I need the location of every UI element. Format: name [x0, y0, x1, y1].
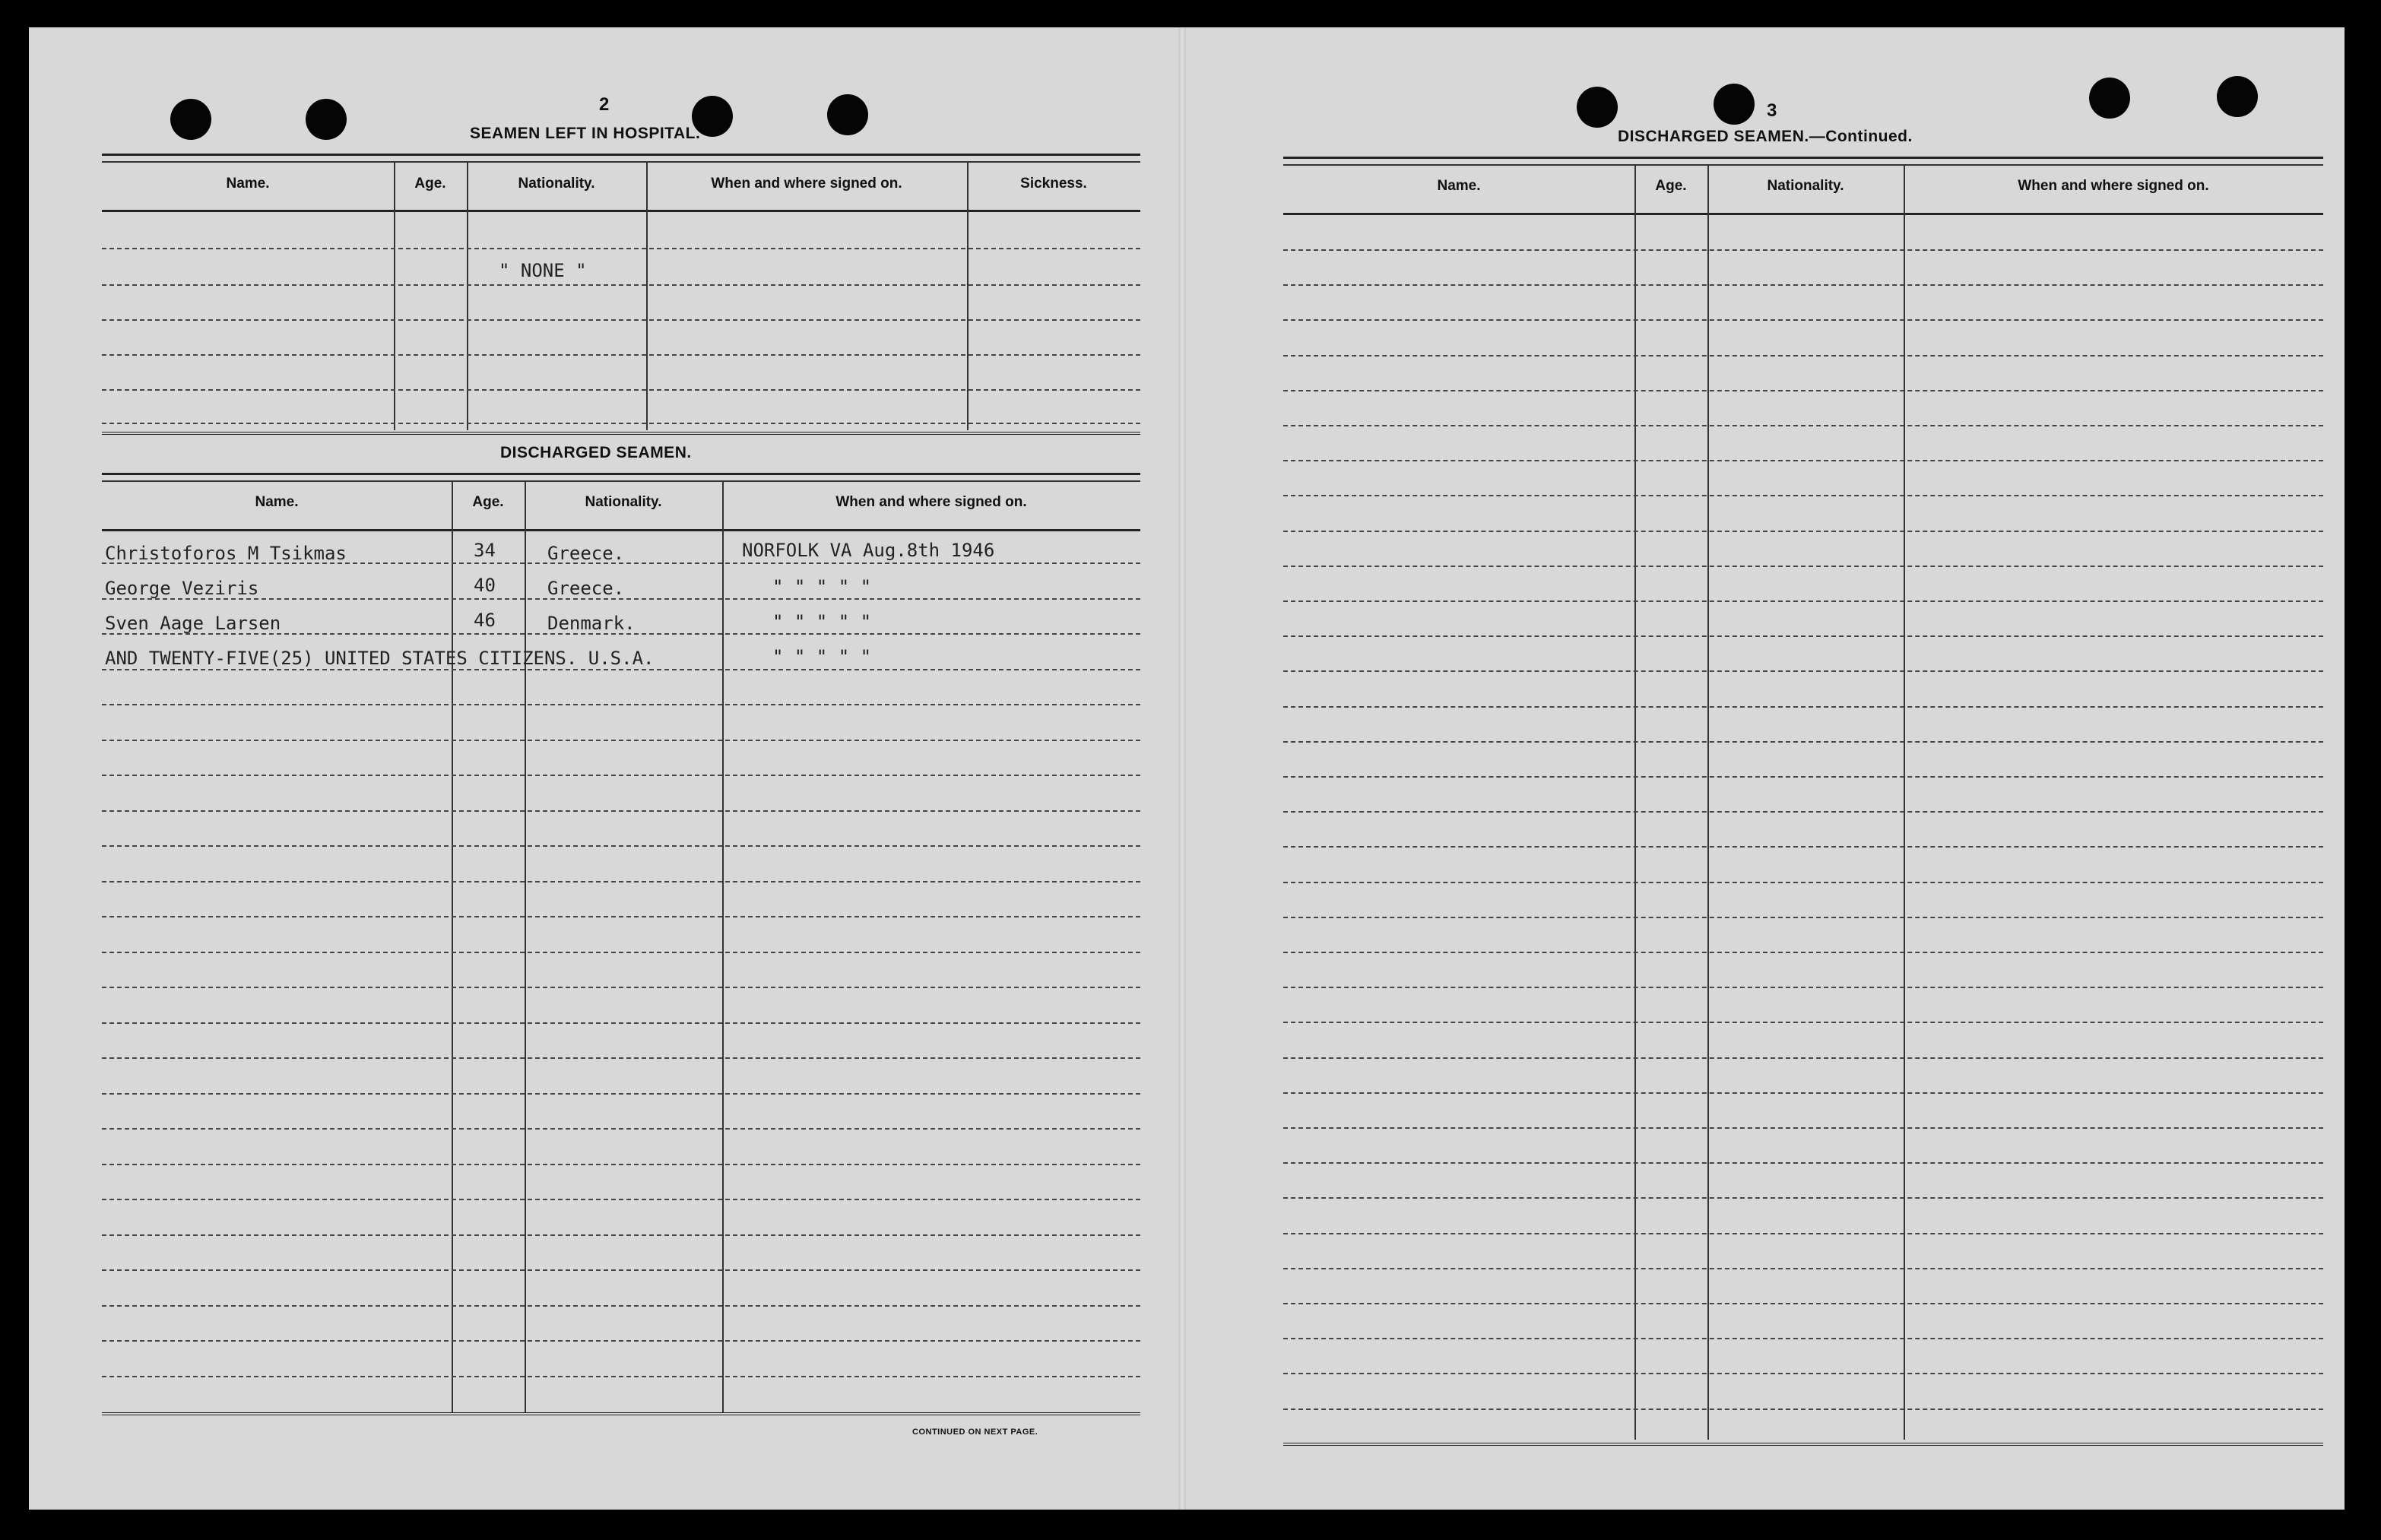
ruled-line — [1283, 776, 2323, 778]
ruled-line — [1283, 1338, 2323, 1339]
col-header-name: Name. — [1437, 178, 1481, 194]
ruled-line — [102, 1128, 1140, 1130]
document-sheet — [29, 27, 2345, 1510]
col-header-nationality: Nationality. — [585, 494, 662, 510]
ruled-line — [1283, 670, 2323, 672]
ruled-line — [102, 845, 1140, 847]
ruled-line — [102, 740, 1140, 741]
punch-hole — [1577, 87, 1618, 128]
ruled-line — [102, 1269, 1140, 1271]
ruled-line — [1283, 495, 2323, 496]
col-header-sickness: Sickness. — [1020, 176, 1087, 192]
ruled-line — [102, 1022, 1140, 1024]
punch-hole — [2089, 78, 2130, 119]
hospital-section-title: SEAMEN LEFT IN HOSPITAL. — [470, 125, 701, 142]
ruled-line — [1283, 1057, 2323, 1059]
ruled-line — [102, 1057, 1140, 1059]
col-header-nationality: Nationality. — [518, 176, 595, 192]
ruled-line — [1283, 1373, 2323, 1374]
page-right — [1189, 27, 2345, 1510]
ruled-line — [1283, 1197, 2323, 1199]
ruled-line — [102, 810, 1140, 812]
ruled-line — [102, 775, 1140, 776]
continued-footer: CONTINUED ON NEXT PAGE. — [912, 1428, 1038, 1437]
ruled-line — [102, 1340, 1140, 1342]
ruled-line — [1283, 460, 2323, 461]
ruled-line — [1283, 319, 2323, 321]
col-header-age: Age. — [472, 494, 504, 510]
col-header-age: Age. — [414, 176, 446, 192]
ruled-line — [102, 1164, 1140, 1165]
page-number-right: 3 — [1767, 100, 1777, 121]
ruled-line — [102, 952, 1140, 953]
col-header-nationality: Nationality. — [1767, 178, 1844, 194]
ruled-line — [1283, 1092, 2323, 1094]
ruled-line — [1283, 952, 2323, 953]
ruled-line — [1283, 249, 2323, 251]
seaman-signed-on: " " " " " — [772, 576, 872, 597]
ruled-line — [102, 1093, 1140, 1095]
seaman-age: 40 — [474, 575, 496, 596]
seaman-name: Sven Aage Larsen — [105, 613, 281, 634]
summary-signed-on: " " " " " — [772, 646, 872, 667]
seaman-nationality: Greece. — [547, 543, 625, 564]
ruled-line — [1283, 600, 2323, 602]
ruled-line — [102, 1234, 1140, 1236]
seaman-nationality: Denmark. — [547, 613, 636, 634]
ruled-line — [1283, 741, 2323, 743]
seaman-age: 34 — [474, 540, 496, 561]
ruled-line — [1283, 425, 2323, 426]
ruled-line — [102, 881, 1140, 882]
page-number-left: 2 — [599, 94, 610, 115]
col-header-age: Age. — [1655, 178, 1687, 194]
ruled-line — [1283, 1408, 2323, 1410]
ruled-line — [1283, 811, 2323, 813]
ruled-line — [1283, 390, 2323, 391]
ruled-line — [102, 704, 1140, 705]
punch-hole — [2217, 76, 2258, 117]
page-fold — [1178, 27, 1186, 1510]
seaman-nationality: Greece. — [547, 578, 625, 599]
seaman-signed-on: " " " " " — [772, 611, 872, 632]
col-header-signed-on: When and where signed on. — [711, 176, 902, 192]
seaman-age: 46 — [474, 610, 496, 631]
col-header-signed-on: When and where signed on. — [2018, 178, 2209, 194]
seaman-name: Christoforos M Tsikmas — [105, 543, 347, 564]
ruled-line — [1283, 531, 2323, 532]
punch-hole — [306, 99, 347, 140]
seaman-name: George Veziris — [105, 578, 259, 599]
col-header-name: Name. — [226, 176, 270, 192]
ruled-line — [1283, 1162, 2323, 1164]
punch-hole — [1714, 84, 1755, 125]
seaman-signed-on: NORFOLK VA Aug.8th 1946 — [742, 540, 995, 561]
ruled-line — [102, 916, 1140, 917]
ruled-line — [1283, 1127, 2323, 1129]
page-left — [29, 27, 1177, 1510]
col-header-signed-on: When and where signed on. — [835, 494, 1027, 510]
ruled-line — [102, 1199, 1140, 1200]
hospital-entry-none: " NONE " — [499, 260, 587, 281]
col-header-name: Name. — [255, 494, 299, 510]
ruled-line — [1283, 635, 2323, 637]
discharged-section-title: DISCHARGED SEAMEN. — [500, 444, 692, 461]
ruled-line — [1283, 1022, 2323, 1023]
punch-hole — [170, 99, 211, 140]
ruled-line — [1283, 987, 2323, 988]
ruled-line — [1283, 846, 2323, 848]
ruled-line — [1283, 284, 2323, 286]
ruled-line — [102, 1305, 1140, 1307]
ruled-line — [1283, 566, 2323, 567]
discharged-continued-title: DISCHARGED SEAMEN.—Continued. — [1618, 128, 1913, 145]
ruled-line — [102, 987, 1140, 988]
ruled-line — [1283, 355, 2323, 356]
ruled-line — [1283, 1233, 2323, 1234]
ruled-line — [1283, 706, 2323, 708]
summary-line: AND TWENTY-FIVE(25) UNITED STATES CITIZENS. U.S.A. — [105, 648, 655, 669]
ruled-line — [1283, 1303, 2323, 1304]
punch-hole — [827, 94, 868, 135]
ruled-line — [1283, 1268, 2323, 1269]
ruled-line — [1283, 917, 2323, 918]
ruled-line — [102, 1376, 1140, 1377]
ruled-line — [1283, 882, 2323, 883]
